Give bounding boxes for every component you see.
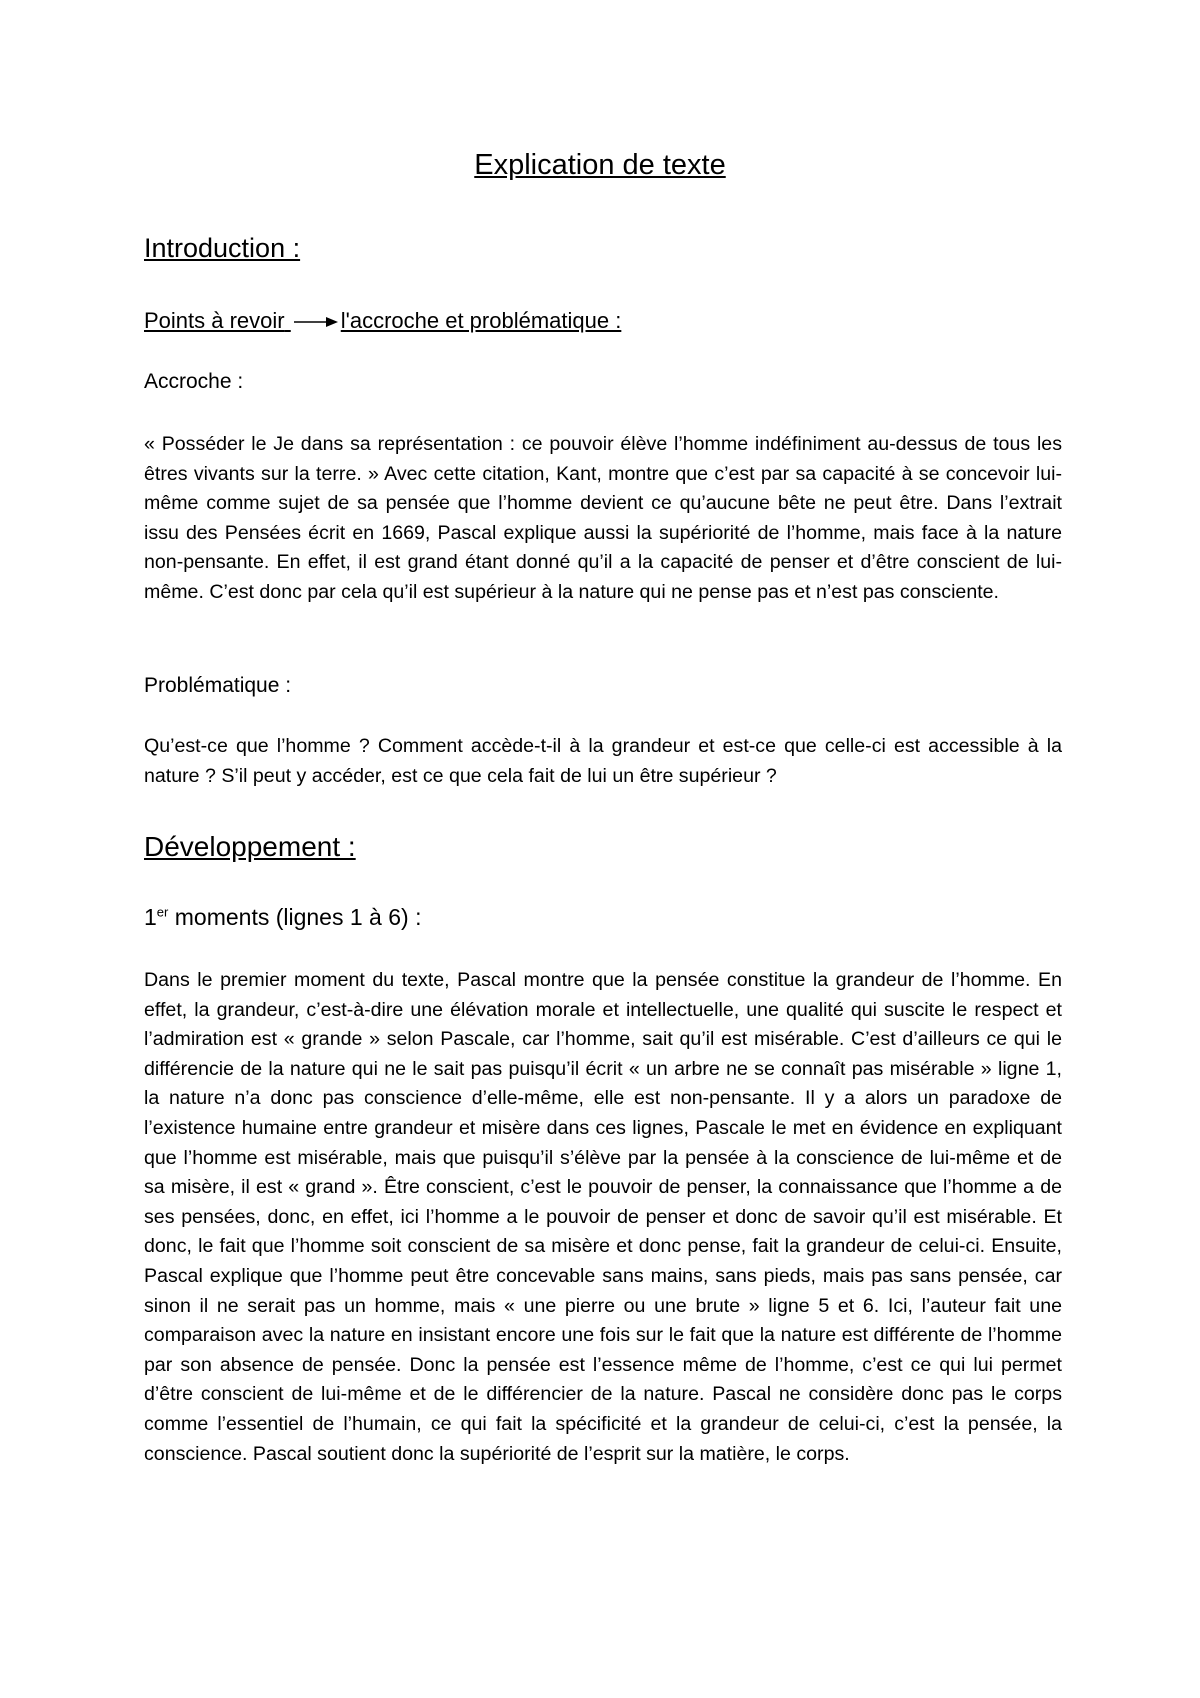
moment-ordinal-suffix: er bbox=[156, 904, 169, 920]
moment-number: 1 bbox=[144, 904, 157, 930]
document-title: Explication de texte bbox=[474, 149, 726, 181]
moment-heading bbox=[144, 904, 421, 932]
developpement-heading: Développement : bbox=[144, 831, 356, 862]
introduction-heading: Introduction : bbox=[144, 233, 301, 263]
points-line bbox=[144, 308, 621, 334]
right-arrow-icon bbox=[292, 315, 340, 329]
points-label: Points à revoir bbox=[144, 308, 285, 333]
moment-paragraph: Dans le premier moment du texte, Pascal montre que la pensée constitue la grandeur de l’homme. En effet, la grandeur, c’est-à-dire une élévation morale et intellectuelle, une qualité qui suscite le respect et l’admiration est « grande » selon Pascale, car l’homme, sait qu’il est misérable. C’est d’ailleurs ce qui le différencie de la nature qui ne le sait pas puisqu’il écrit « un arbre ne se connaît pas misérable » ligne 1, la nature n’a donc pas conscience d’elle-même, elle est non-pensante. Il y a alors un paradoxe de l’existence humaine entre grandeur et misère dans ces lignes, Pascale le met en évidence en expliquant que l’homme est misérable, mais que puisqu’il s’élève par la pensée à la conscience de lui-même et de sa misère, il est « grand ». Être conscient, c’est le pouvoir de penser, la connaissance que l’homme a de ses pensées, donc, en effet, ici l’homme a le pouvoir de penser et donc de savoir qu’il est misérable. Et donc, le fait que l’homme soit conscient de sa misère et donc pense, fait la grandeur de celui-ci. Ensuite, Pascal explique que l’homme peut être concevable sans mains, sans pieds, mais pas sans pensée, car sinon il ne serait pas un homme, mais « une pierre ou une brute » ligne 5 et 6. Ici, l’auteur fait une comparaison avec la nature en insistant encore une fois sur le fait que la nature est différente de l’homme par son absence de pensée. Donc la pensée est l’essence même de l’homme, c’est ce qui lui permet d’être conscient de lui-même et de le différencier de la nature. Pascal ne considère donc pas le corps comme l’essentiel de l’humain, ce qui fait la spécificité et la grandeur de celui-ci, c’est la pensée, la conscience. Pascal soutient donc la supériorité de l’esprit sur la matière, le corps. bbox=[144, 969, 1062, 1465]
problematique-paragraph: Qu’est-ce que l’homme ? Comment accède-t-il à la grandeur et est-ce que celle-ci est accessible à la nature ? S’il peut y accéder, est ce que cela fait de lui un être supérieur ? bbox=[144, 735, 1062, 787]
points-target: l'accroche et problématique : bbox=[340, 308, 622, 333]
accroche-paragraph: « Posséder le Je dans sa représentation : ce pouvoir élève l’homme indéfiniment au-dessus de tous les êtres vivants sur la terre. » Avec cette citation, Kant, montre que c’est par sa capacité à se concevoir lui-même comme sujet de sa pensée que l’homme devient ce qu’aucune bête ne peut être. Dans l’extrait issu des Pensées écrit en 1669, Pascal explique aussi la supériorité de l’homme, mais face à la nature non-pensante. En effet, il est grand étant donné qu’il a la capacité de penser et d’être conscient de lui-même. C’est donc par cela qu’il est supérieur à la nature qui ne pense pas et n’est pas consciente. bbox=[144, 433, 1062, 603]
accroche-label: Accroche : bbox=[144, 370, 244, 393]
problematique-label: Problématique : bbox=[144, 674, 292, 697]
moment-title: moments (lignes 1 à 6) : bbox=[168, 904, 422, 930]
